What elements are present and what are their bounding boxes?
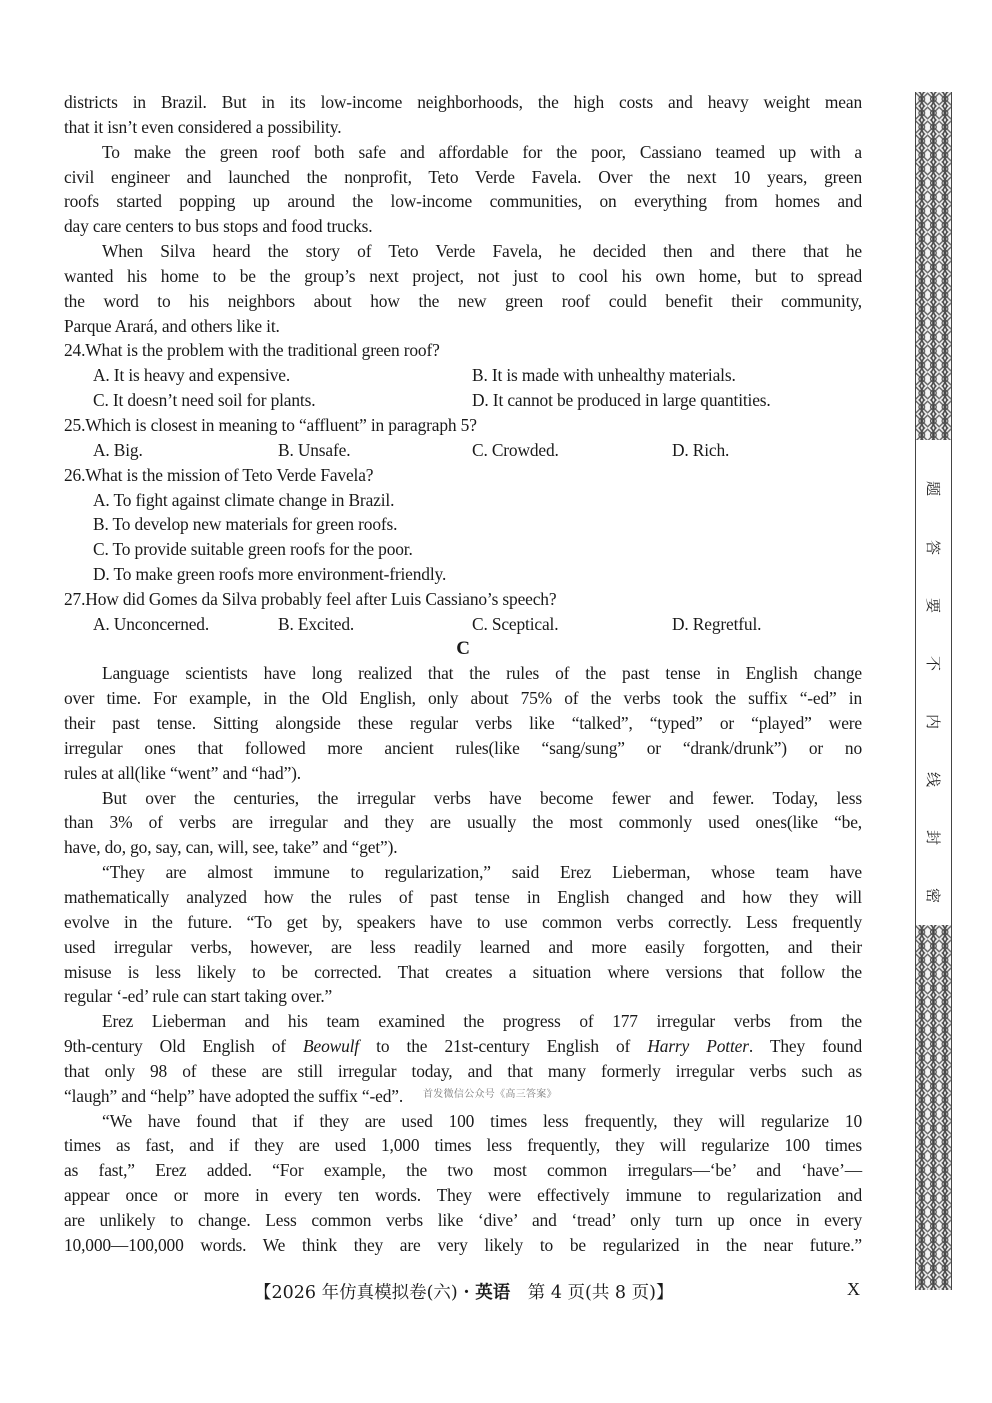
question-number: 27. — [64, 588, 86, 609]
text-line: have, do, go, say, can, will, see, take” and “get”). — [64, 837, 398, 858]
strip-char: 要 — [924, 597, 942, 613]
paper-code: X — [847, 1279, 860, 1299]
passage-c-heading: C — [456, 637, 470, 659]
text-span: to the 21st-century English of — [359, 1036, 648, 1057]
text-line: To make the green roof both safe and affordable for the poor, Cassiano teamed up with a — [102, 141, 862, 162]
option-c[interactable]: C. Crowded. — [472, 439, 559, 460]
text-line: irregular ones that followed more ancient rules(like “sang/sung” or “drank/drunk”) or no — [64, 737, 862, 758]
question-text: How did Gomes da Silva probably feel after Luis Cassiano’s speech? — [85, 588, 557, 609]
options-row — [64, 388, 862, 413]
option-c[interactable]: C. To provide suitable green roofs for the poor. — [93, 539, 413, 560]
passage-c-paragraph-5 — [64, 1109, 862, 1258]
option-c[interactable]: C. Sceptical. — [472, 613, 559, 634]
text-line: “laugh” and “help” have adopted the suffix “-ed”. — [64, 1085, 404, 1106]
question-24 — [64, 338, 862, 413]
question-stem — [64, 463, 862, 488]
text-line: 10,000—100,000 words. We think they are very likely to be regularized in the near future.” — [64, 1234, 862, 1255]
option-d[interactable]: D. Regretful. — [672, 613, 762, 634]
options-row — [64, 363, 862, 388]
text-line: misuse is less likely to be corrected. That creates a situation where versions that follow the — [64, 961, 862, 982]
option-a[interactable]: A. To fight against climate change in Brazil. — [93, 489, 395, 510]
text-line: evolve in the future. “To get by, speakers have to use common verbs correctly. Less frequently — [64, 911, 862, 932]
text-line: than 3% of verbs are irregular and they are usually the most commonly used ones(like “be, — [64, 812, 862, 833]
text-line: day care centers to bus stops and food trucks. — [64, 216, 373, 237]
binding-strip — [915, 92, 952, 1290]
text-span: 9th-century Old English of — [64, 1036, 304, 1057]
strip-char: 内 — [924, 713, 942, 729]
strip-char: 密 — [924, 887, 942, 903]
strip-char: 答 — [924, 539, 942, 555]
text-line: “They are almost immune to regularization,” said Erez Lieberman, whose team have — [102, 862, 862, 883]
text-line: that it isn’t even considered a possibility. — [64, 116, 342, 137]
option-b[interactable]: B. Excited. — [278, 613, 355, 634]
options-row — [64, 488, 862, 513]
passage-b-paragraph-3 — [64, 239, 862, 338]
strip-char: 线 — [924, 771, 942, 787]
question-stem — [64, 413, 862, 438]
text-line: But over the centuries, the irregular verbs have become fewer and fewer. Today, less — [102, 787, 862, 808]
text-span: . They found — [748, 1036, 862, 1057]
passage-b-paragraph-1 — [64, 90, 862, 140]
question-text: What is the problem with the traditional green roof? — [85, 340, 440, 361]
subject-label: 英语 — [475, 1283, 511, 1303]
passage-c-paragraph-1 — [64, 661, 862, 785]
exam-title: 【2026 年仿真模拟卷(六)・ — [254, 1283, 476, 1303]
decorative-pattern-top — [916, 92, 951, 440]
text-line: Erez Lieberman and his team examined the progress of 177 irregular verbs from the — [102, 1011, 862, 1032]
text-line: as fast,” Erez added. “For example, the two most common irregulars—‘be’ and ‘have’— — [64, 1160, 862, 1181]
option-a[interactable]: A. Unconcerned. — [93, 613, 210, 634]
question-27 — [64, 587, 862, 637]
text-line: over time. For example, in the Old English, only about 75% of the verbs took the suffix “-ed” in — [64, 688, 862, 709]
book-title-harry-potter: Harry Potter — [647, 1036, 749, 1057]
option-d[interactable]: D. To make green roofs more environment-friendly. — [93, 564, 447, 585]
text-line: civil engineer and launched the nonprofit, Teto Verde Favela. Over the next 10 years, green — [64, 166, 862, 187]
options-row — [64, 537, 862, 562]
text-line: appear once or more in every ten words. They were effectively immune to regularization and — [64, 1185, 862, 1206]
text-line: are unlikely to change. Less common verbs like ‘dive’ and ‘tread’ only turn up once in every — [64, 1209, 862, 1230]
text-line: their past tense. Sitting alongside these regular verbs like “talked”, “typed” or “played” were — [64, 713, 862, 734]
question-number: 25. — [64, 414, 86, 435]
page-content — [64, 90, 862, 1258]
question-text: What is the mission of Teto Verde Favela? — [85, 464, 374, 485]
options-row — [64, 512, 862, 537]
passage-c-paragraph-2 — [64, 786, 862, 861]
question-stem — [64, 338, 862, 363]
question-26 — [64, 463, 862, 587]
text-line: regular ‘-ed’ rule can start taking over.” — [64, 986, 333, 1007]
option-c[interactable]: C. It doesn’t need soil for plants. — [93, 390, 316, 411]
text-line: Parque Arará, and others like it. — [64, 315, 280, 336]
option-a[interactable]: A. It is heavy and expensive. — [93, 365, 291, 386]
options-row — [64, 612, 862, 637]
option-b[interactable]: B. Unsafe. — [278, 439, 351, 460]
text-line: wanted his home to be the group’s next project, not just to cool his own home, but to spread — [64, 265, 862, 286]
book-title-beowulf: Beowulf — [303, 1036, 359, 1057]
option-a[interactable]: A. Big. — [93, 439, 143, 460]
option-b[interactable]: B. To develop new materials for green roofs. — [93, 514, 398, 535]
text-line: Language scientists have long realized that the rules of the past tense in English change — [102, 663, 862, 684]
option-d[interactable]: D. Rich. — [672, 439, 730, 460]
question-text: Which is closest in meaning to “affluent” in paragraph 5? — [85, 414, 477, 435]
text-line: districts in Brazil. But in its low-income neighborhoods, the high costs and heavy weight mean — [64, 92, 862, 112]
question-25 — [64, 413, 862, 463]
page-number: 第 4 页(共 8 页)】 — [510, 1283, 674, 1303]
options-row — [64, 562, 862, 587]
text-line — [64, 1034, 862, 1059]
text-line: mathematically analyzed how the rules of past tense in English changed and how they will — [64, 887, 862, 907]
strip-char: 不 — [924, 655, 942, 671]
page-footer — [254, 1279, 673, 1304]
strip-char: 封 — [924, 829, 942, 845]
question-number: 24. — [64, 340, 86, 361]
text-line: that only 98 of these are still irregular today, and that many formerly irregular verbs such as — [64, 1060, 862, 1081]
text-line: When Silva heard the story of Teto Verde Favela, he decided then and there that he — [102, 241, 862, 262]
watermark: 首发微信公众号《高三答案》 — [423, 1089, 557, 1100]
text-line: used irregular verbs, however, are less readily learned and more easily forgotten, and their — [64, 936, 862, 957]
question-number: 26. — [64, 464, 86, 485]
text-line: roofs started popping up around the low-income communities, on everything from homes and — [64, 191, 862, 212]
question-stem — [64, 587, 862, 612]
decorative-pattern-bottom — [916, 925, 951, 1290]
text-line: rules at all(like “went” and “had”). — [64, 762, 301, 783]
option-d[interactable]: D. It cannot be produced in large quantities. — [472, 390, 771, 411]
strip-char: 题 — [924, 480, 942, 496]
text-line: times as fast, and if they are used 1,000 times less frequently, they will regularize 100 times — [64, 1135, 862, 1156]
text-line: “We have found that if they are used 100 times less frequently, they will regularize 10 — [102, 1110, 862, 1131]
options-row — [64, 438, 862, 463]
passage-b-paragraph-2 — [64, 140, 862, 239]
option-b[interactable]: B. It is made with unhealthy materials. — [472, 365, 736, 386]
passage-c-paragraph-3 — [64, 860, 862, 1009]
text-line: the word to his neighbors about how the new green roof could benefit their community, — [64, 290, 862, 311]
binding-strip-text — [916, 440, 951, 925]
